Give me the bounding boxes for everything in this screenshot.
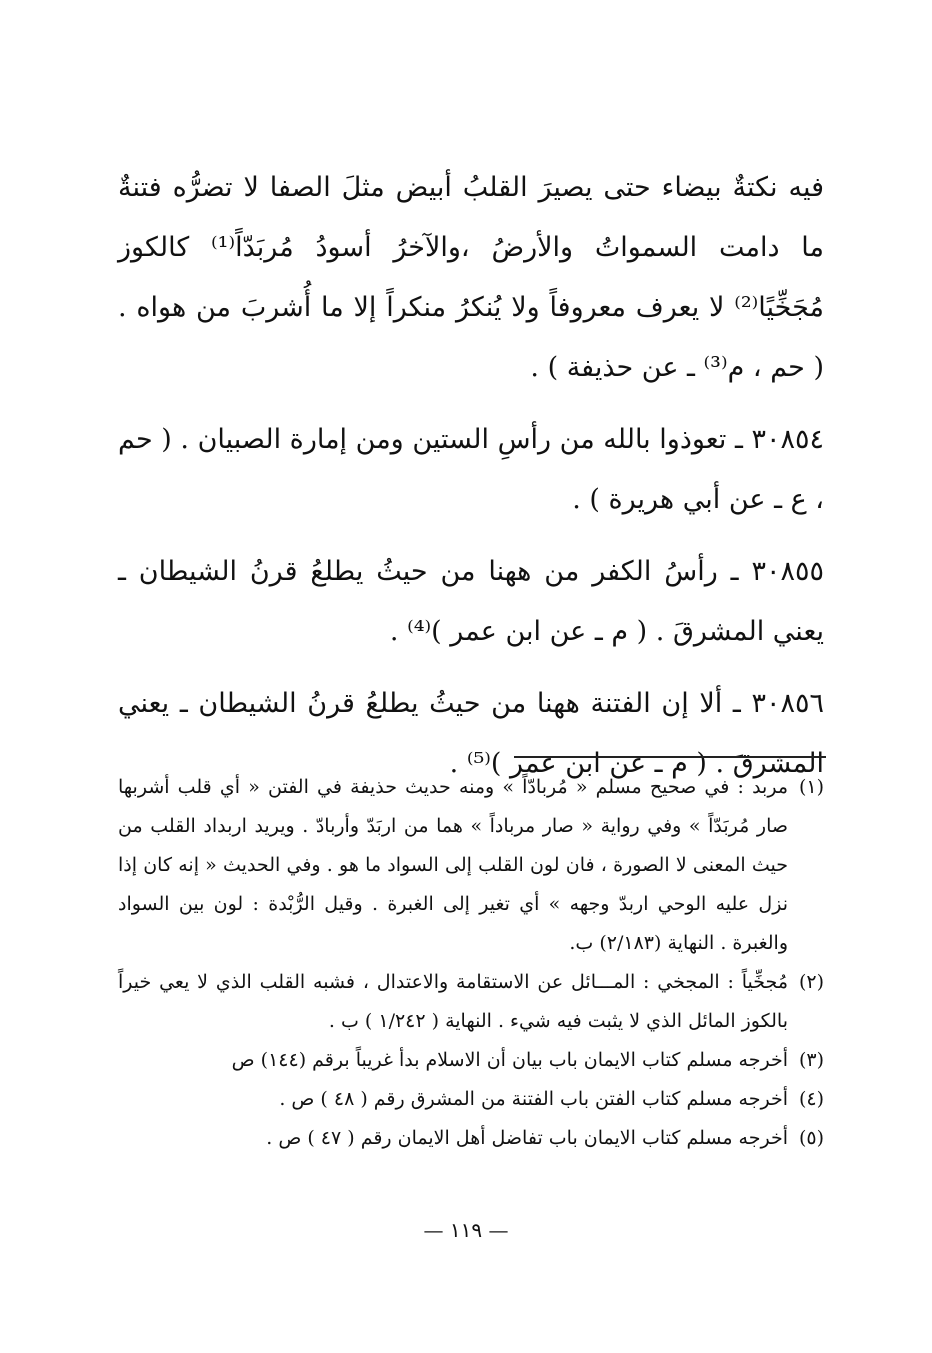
hadith-number: ٣٠٨٥٦ (751, 688, 825, 719)
footnote-number: (٢) (798, 971, 824, 993)
footnote-text: أخرجه مسلم كتاب الفتن باب الفتنة من المشرق رقم ( ٤٨ ) ص . (279, 1088, 788, 1110)
hadith-text: فيه نكتةٌ بيضاء حتى يصيرَ القلبُ أبيض مثلَ الصفا لا تضرُّه فتنةٌ ما دامت السمواتُ والأرضُ ،والآخرُ أسودُ مُربَدّاً⁽¹⁾ كالكوز مُجَخِّيًا⁽²⁾ لا يعرف معروفاً ولا يُنكرُ منكراً إلا ما أُشربَ من هواه . ( حم ، م⁽³⁾ ـ عن حذيفة ) . (118, 172, 824, 383)
main-text (118, 158, 824, 806)
footnote (118, 1080, 824, 1119)
hadith-text: ـ تعوذوا بالله من رأسِ الستين ومن إمارة الصبيان . ( حم ، ع ـ عن أبي هريرة ) . (118, 424, 824, 515)
footnote (118, 1119, 824, 1158)
hadith-text: ـ رأسُ الكفر من ههنا من حيثُ يطلعُ قرنُ الشيطان ـ يعني المشرقَ . ( م ـ عن ابن عمر )⁽⁴⁾ . (118, 556, 824, 647)
footnotes (118, 768, 824, 1158)
footnote-text: مُجخِّياً : المجخي : المـــائل عن الاستقامة والاعتدال ، فشبه القلب الذي لا يعي خيراً بالكوز المائل الذي لا يثبت فيه شيء . النهاية ( ١/٢٤٢ ) ب . (118, 971, 788, 1032)
footnote-number: (٣) (798, 1049, 824, 1071)
hadith-paragraph (118, 410, 824, 530)
hadith-paragraph (118, 542, 824, 662)
footnote (118, 768, 824, 963)
hadith-number: ٣٠٨٥٥ (751, 556, 824, 587)
footnote (118, 963, 824, 1041)
footnote (118, 1041, 824, 1080)
footnote-number: (١) (798, 776, 824, 798)
page-number: — ١١٩ — (423, 1218, 509, 1242)
footnote-number: (٥) (798, 1127, 824, 1149)
footnote-number: (٤) (798, 1088, 824, 1110)
hadith-paragraph (118, 158, 824, 398)
footnote-text: أخرجه مسلم كتاب الايمان باب تفاضل أهل الايمان رقم ( ٤٧ ) ص . (266, 1127, 788, 1149)
footnote-text: أخرجه مسلم كتاب الايمان باب بيان أن الاسلام بدأ غريباً برقم (١٤٤) ص (231, 1049, 788, 1071)
footnote-divider (514, 756, 826, 758)
footnote-text: مربد : في صحيح مسلم « مُربادّاً » ومنه حديث حذيفة في الفتن « أي قلب أشربها صار مُربَدّاً » وفي رواية « صار مرباداً » هما من اربَدّ وأربادّ . ويريد اربداد القلب من حيث المعنى لا الصورة ، فان لون القلب إلى السواد ما هو . وفي الحديث « إنه كان إذا نزل عليه الوحي اربدّ وجهه » أي تغير إلى الغبرة . وقيل الرُّبْدة : لون بين السواد والغبرة . النهاية (٢/١٨٣) ب. (118, 776, 788, 954)
hadith-text: ـ ألا إن الفتنة ههنا من حيثُ يطلعُ قرنُ الشيطان ـ يعني المشرقَ . ( م ـ عن ابن عمر )⁽⁵⁾ . (118, 688, 824, 779)
hadith-number: ٣٠٨٥٤ (751, 424, 824, 455)
